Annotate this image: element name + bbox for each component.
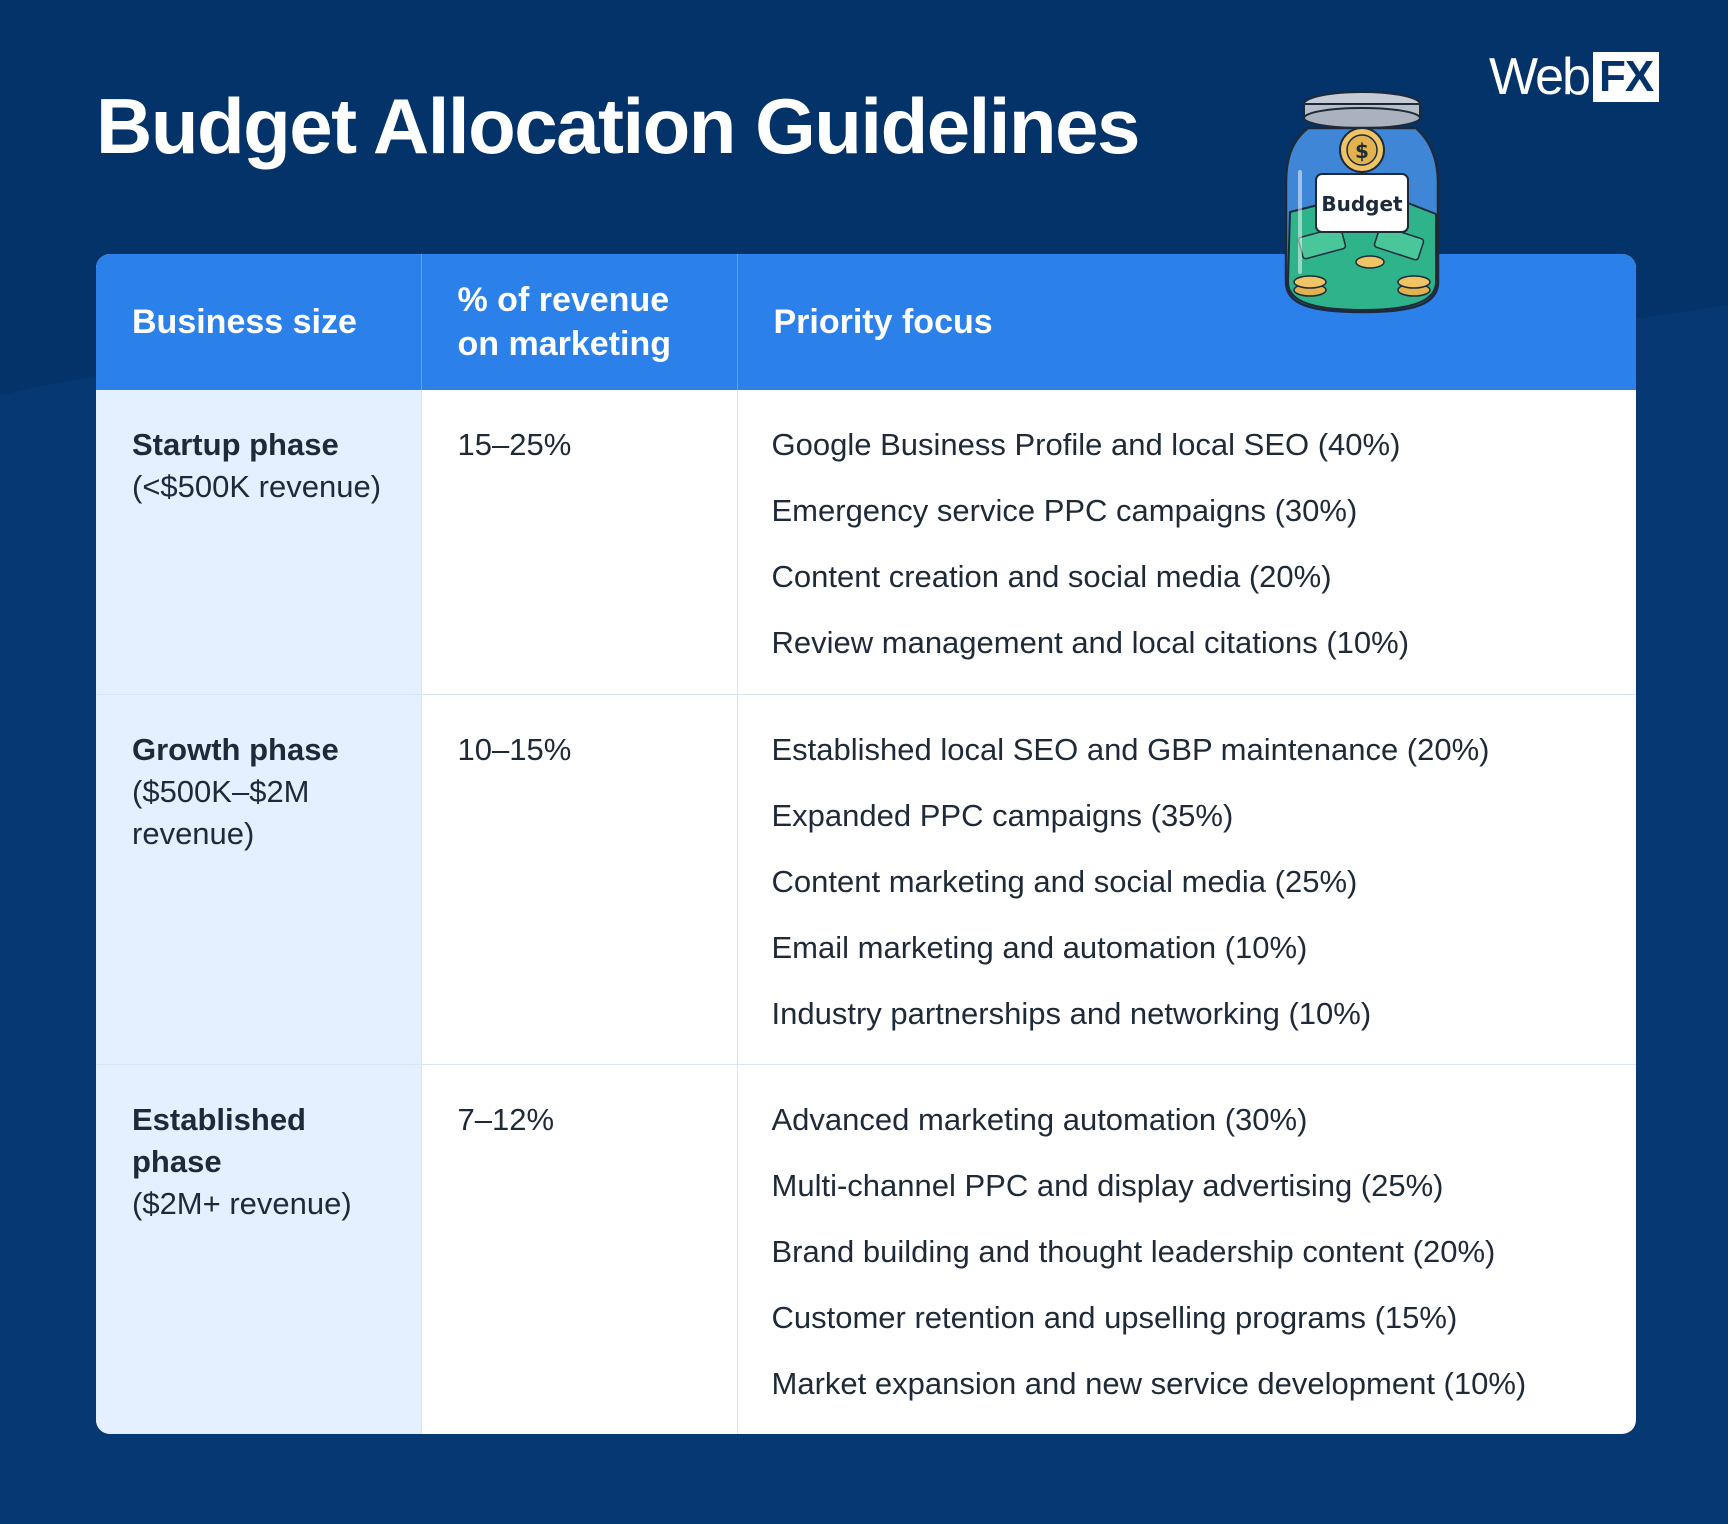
focus-item: Google Business Profile and local SEO (40%) [771, 427, 1401, 462]
percent-cell: 15–25% [421, 390, 737, 694]
priority-focus-cell [737, 1064, 1636, 1434]
focus-item: Advanced marketing automation (30%) [771, 1101, 1308, 1137]
header-priority-focus: Priority focus [737, 254, 1636, 390]
page-title: Budget Allocation Guidelines [96, 82, 1139, 170]
focus-item: Content creation and social media (20%) [771, 559, 1332, 594]
phase-name: Established phase [132, 1101, 306, 1179]
percent-cell: 10–15% [421, 694, 737, 1064]
percent-cell: 7–12% [421, 1064, 737, 1434]
focus-item: Email marketing and automation (10%) [771, 929, 1308, 965]
logo-fx-text: FX [1593, 52, 1659, 102]
table-row [96, 390, 1636, 694]
focus-item: Multi-channel PPC and display advertising (25%) [771, 1167, 1444, 1203]
webfx-logo [1489, 48, 1659, 106]
business-size-cell [96, 694, 421, 1064]
priority-focus-cell [737, 694, 1636, 1064]
focus-item: Emergency service PPC campaigns (30%) [771, 493, 1358, 528]
jar-label: Budget [1321, 192, 1403, 216]
phase-revenue: ($2M+ revenue) [132, 1185, 352, 1221]
focus-item: Customer retention and upselling programs (15%) [771, 1299, 1458, 1335]
phase-name: Growth phase [132, 731, 339, 767]
focus-item: Brand building and thought leadership content (20%) [771, 1233, 1496, 1269]
priority-focus-cell [737, 390, 1636, 694]
focus-item: Industry partnerships and networking (10%) [771, 995, 1372, 1031]
budget-table-card [96, 254, 1636, 1434]
phase-revenue: ($500K–$2M revenue) [132, 773, 310, 851]
budget-table [96, 254, 1636, 1434]
table-row [96, 694, 1636, 1064]
phase-revenue: (<$500K revenue) [132, 469, 382, 504]
focus-item: Expanded PPC campaigns (35%) [771, 797, 1234, 833]
business-size-cell [96, 1064, 421, 1434]
focus-item: Market expansion and new service development (10%) [771, 1365, 1527, 1401]
table-row [96, 1064, 1636, 1434]
phase-name: Startup phase [132, 427, 339, 462]
header-percent-revenue: % of revenue on marketing [421, 254, 737, 390]
focus-item: Established local SEO and GBP maintenance (20%) [771, 731, 1490, 767]
svg-text:$: $ [1355, 139, 1369, 163]
business-size-cell [96, 390, 421, 694]
budget-jar-icon [1270, 82, 1450, 322]
logo-web-text: Web [1489, 48, 1589, 106]
header-business-size: Business size [96, 254, 421, 390]
focus-item: Review management and local citations (10%) [771, 625, 1410, 660]
focus-item: Content marketing and social media (25%) [771, 863, 1358, 899]
